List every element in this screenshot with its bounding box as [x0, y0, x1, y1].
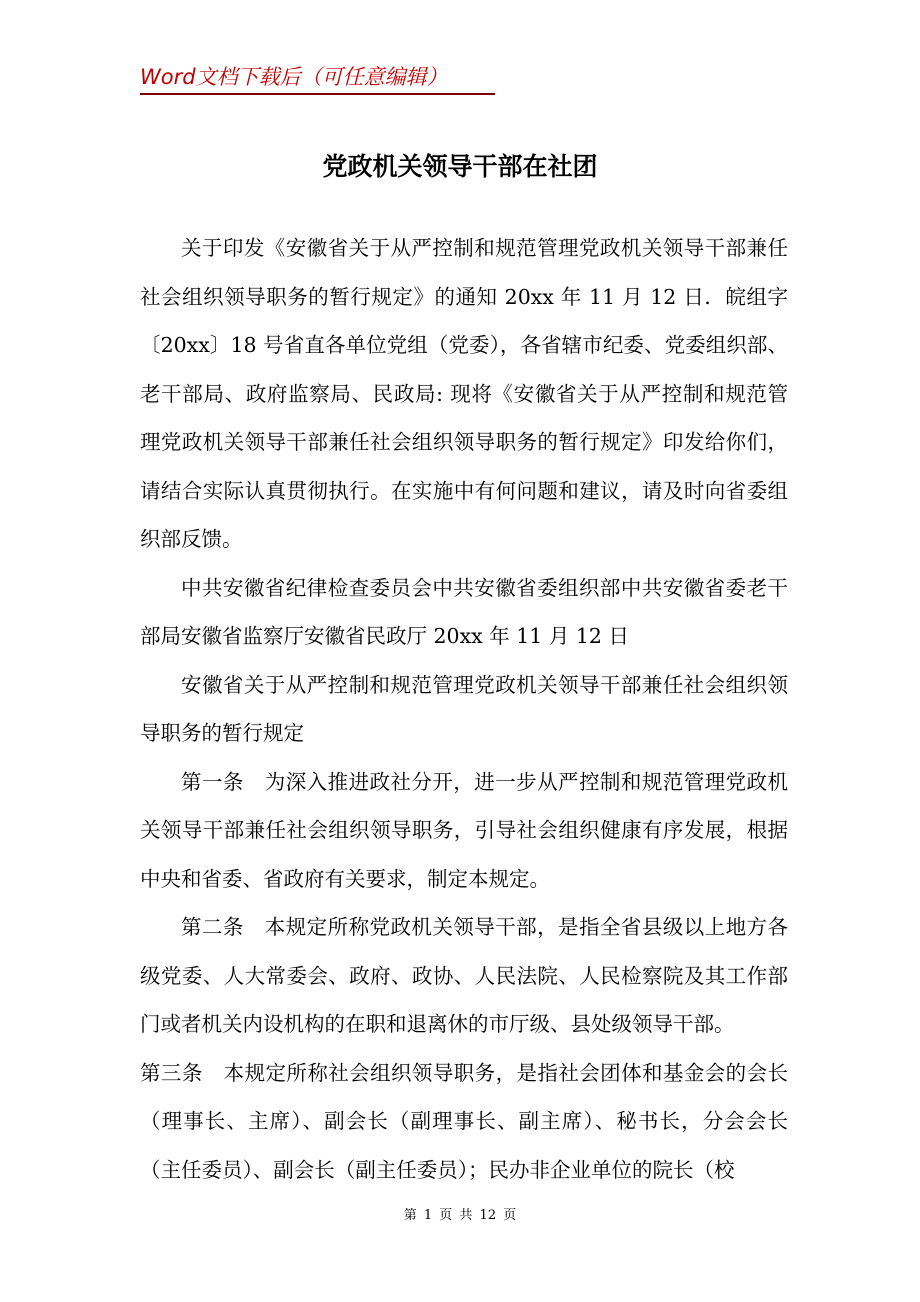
paragraph-article-1: 第一条 为深入推进政社分开，进一步从严控制和规范管理党政机关领导干部兼任社会组织领导职务，引导社会组织健康有序发展，根据中央和省委、省政府有关要求，制定本规定。 [140, 769, 788, 891]
paragraph-article-3: 第三条 本规定所称社会组织领导职务，是指社会团体和基金会的会长（理事长、主席）、副会长（副理事长、副主席）、秘书长，分会会长（主任委员）、副会长（副主任委员）；民办非企业单位的院长（校 [140, 1060, 788, 1182]
paragraph-article-2: 第二条 本规定所称党政机关领导干部，是指全省县级以上地方各级党委、人大常委会、政府、政协、人民法院、人民检察院及其工作部门或者机关内设机构的在职和退离休的市厅级、县处级领导干部。 [140, 915, 788, 1036]
download-notice-header: Word文档下载后（可任意编辑） [140, 65, 448, 89]
document-body [140, 224, 788, 1194]
paragraph-regulation-title: 安徽省关于从严控制和规范管理党政机关领导干部兼任社会组织领导职务的暂行规定 [140, 672, 788, 745]
page-number-footer: 第 1 页 共 12 页 [403, 1208, 517, 1223]
paragraph-notice: 关于印发《安徽省关于从严控制和规范管理党政机关领导干部兼任社会组织领导职务的暂行规定》的通知 20xx 年 11 月 12 日．皖组字〔20xx〕18 号省直各单位党组（党委），各省辖市纪委、党委组织部、老干部局、政府监察局、民政局: 现将《安徽省关于从严控制和规范管理党政机关领导干部兼任社会组织领导职务的暂行规定》印发给你们，请结合实际认真贯彻执行。在实施中有何问题和建议，请及时向省委组织部反馈。 [140, 236, 788, 551]
document-title: 党政机关领导干部在社团 [322, 152, 598, 181]
header-underline [140, 93, 495, 95]
paragraph-issuers: 中共安徽省纪律检查委员会中共安徽省委组织部中共安徽省委老干部局安徽省监察厅安徽省民政厅 20xx 年 11 月 12 日 [140, 575, 788, 648]
